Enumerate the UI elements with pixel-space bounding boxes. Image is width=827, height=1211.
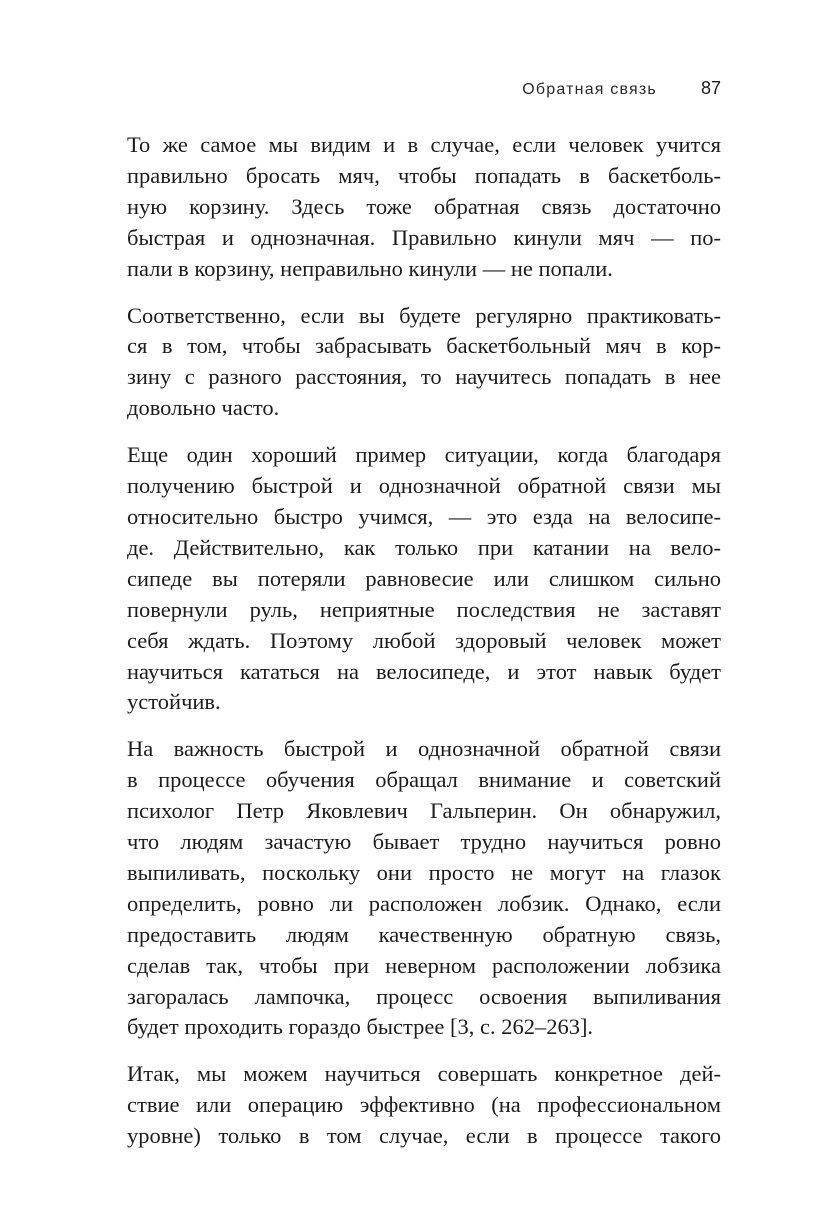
text-line: загоралась лампочка, процесс освоения выпиливания	[127, 983, 721, 1009]
text-line: сделав так, чтобы при неверном расположении лобзика	[127, 952, 721, 978]
text-line: На важность быстрой и однозначной обратной связи	[127, 736, 721, 762]
text-line: Еще один хороший пример ситуации, когда благодаря	[127, 442, 721, 468]
paragraph-4	[127, 734, 721, 1043]
paragraph-2	[127, 301, 721, 425]
paragraph-5	[127, 1059, 721, 1152]
text-line: ся в том, чтобы забрасывать баскетбольный мяч в кор-	[127, 333, 721, 359]
paragraph-3	[127, 440, 721, 718]
running-head	[522, 78, 721, 99]
text-line: психолог Петр Яковлевич Гальперин. Он обнаружил,	[127, 798, 721, 824]
page-number: 87	[700, 78, 721, 98]
text-line: получению быстрой и однозначной обратной связи мы	[127, 473, 721, 499]
text-line: предоставить людям качественную обратную связь,	[127, 921, 721, 947]
text-line: Итак, мы можем научиться совершать конкретное дей-	[127, 1061, 721, 1087]
text-line: относительно быстро учимся, — это езда на велосипе-	[127, 503, 721, 529]
text-line: То же самое мы видим и в случае, если человек учится	[127, 132, 721, 157]
text-line: Соответственно, если вы будете регулярно практиковать-	[127, 302, 721, 328]
text-line: быстрая и однозначная. Правильно кинули мяч — по-	[127, 224, 721, 250]
text-line: ствие или операцию эффективно (на профессиональном	[127, 1092, 721, 1118]
text-line: сипеде вы потеряли равновесие или слишком сильно	[127, 565, 721, 591]
text-line: определить, ровно ли расположен лобзик. Однако, если	[127, 890, 721, 916]
body-text	[127, 130, 721, 1152]
text-line: де. Действительно, как только при катании на вело-	[127, 534, 721, 560]
text-line: правильно бросать мяч, чтобы попадать в баскетболь-	[127, 162, 721, 188]
paragraph-1	[127, 130, 721, 285]
section-title: Обратная связь	[522, 81, 657, 98]
text-line: в процессе обучения обращал внимание и советский	[127, 767, 721, 793]
text-line: уровне) только в том случае, если в процессе такого	[127, 1123, 721, 1149]
text-line: выпиливать, поскольку они просто не могут на глазок	[127, 859, 721, 885]
text-line: будет проходить гораздо быстрее [3, с. 262–263].	[127, 1014, 594, 1040]
text-line: что людям зачастую бывает трудно научиться ровно	[127, 829, 721, 855]
text-line: зину с разного расстояния, то научитесь попадать в нее	[127, 364, 721, 390]
text-line: пали в корзину, неправильно кинули — не попали.	[127, 255, 613, 281]
text-line: повернули руль, неприятные последствия не заставят	[127, 596, 721, 622]
text-line: ную корзину. Здесь тоже обратная связь достаточно	[127, 193, 721, 219]
text-line: научиться кататься на велосипеде, и этот навык будет	[127, 658, 721, 684]
text-line: устойчив.	[127, 689, 221, 715]
text-line: довольно часто.	[127, 395, 280, 421]
text-line: себя ждать. Поэтому любой здоровый человек может	[127, 627, 721, 653]
